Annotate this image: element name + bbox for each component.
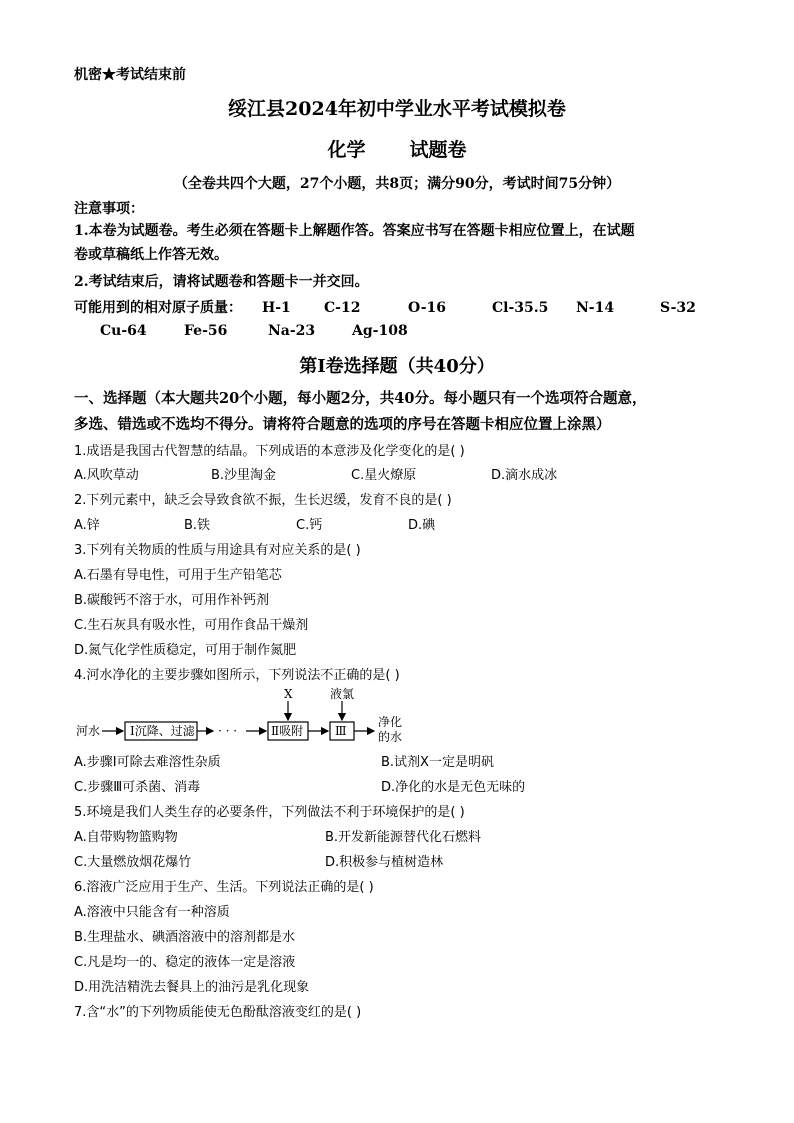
question-5-stem: 5.环境是我们人类生存的必要条件，下列做法不利于环境保护的是( )	[74, 805, 465, 820]
exam-title: 绥江县2024年初中学业水平考试模拟卷	[228, 98, 566, 120]
question-2-option-a: A.锌	[74, 518, 100, 533]
note-1-line-2: 卷或草稿纸上作答无效。	[74, 247, 228, 263]
diagram-dots: · · ·	[218, 724, 238, 738]
note-1-line-1: 1.本卷为试题卷。考生必须在答题卡上解题作答。答案应书写在答题卡相应位置上，在试题	[74, 223, 635, 239]
atomic-mass-item: C-12	[324, 300, 361, 316]
atomic-mass-item: Cl-35.5	[492, 300, 549, 316]
diagram-reagent-chlorine: 液氯	[330, 687, 355, 701]
atomic-mass-row-2	[100, 323, 408, 339]
question-4-option-d: D.净化的水是无色无味的	[381, 780, 526, 795]
note-2: 2.考试结束后，请将试题卷和答题卡一并交回。	[74, 274, 369, 290]
atomic-mass-item: Ag-108	[352, 323, 408, 339]
question-2-option-b: B.铁	[184, 518, 211, 533]
question-1-option-d: D.滴水成冰	[491, 468, 558, 483]
diagram-output-label-1: 净化	[378, 715, 403, 729]
atomic-mass-item: Na-23	[268, 323, 316, 339]
exam-info: （全卷共四个大题，27个小题，共8页；满分90分，考试时间75分钟）	[173, 176, 621, 192]
atomic-mass-item: Cu-64	[100, 323, 147, 339]
question-1-stem: 1.成语是我国古代智慧的结晶。下列成语的本意涉及化学变化的是( )	[74, 444, 465, 459]
question-7-stem: 7.含“水”的下列物质能使无色酚酞溶液变红的是( )	[74, 1005, 362, 1020]
water-purification-diagram	[74, 686, 414, 746]
atomic-mass-item: Fe-56	[184, 323, 228, 339]
atomic-mass-item: O-16	[408, 300, 447, 316]
diagram-output-label-2: 的水	[378, 730, 403, 744]
question-2-option-d: D.碘	[408, 518, 436, 533]
diagram-step-3-label: Ⅲ	[335, 724, 347, 738]
question-5-option-a: A.自带购物篮购物	[74, 830, 178, 845]
subject-label: 化学	[327, 139, 366, 161]
question-3-option-c: C.生石灰具有吸水性，可用作食品干燥剂	[74, 618, 309, 633]
confidential-label: 机密★考试结束前	[74, 67, 186, 83]
question-5-option-c: C.大量燃放烟花爆竹	[74, 855, 192, 870]
question-4-option-c: C.步骤Ⅲ可杀菌、消毒	[74, 780, 201, 795]
question-3-option-d: D.氮气化学性质稳定，可用于制作氮肥	[74, 643, 297, 658]
question-6-option-d: D.用洗洁精洗去餐具上的油污是乳化现象	[74, 980, 310, 995]
section-intro-line-2: 多选、错选或不选均不得分。请将符合题意的选项的序号在答题卡相应位置上涂黑）	[74, 416, 611, 433]
question-1-option-a: A.风吹草动	[74, 468, 139, 483]
atomic-mass-row-1	[74, 297, 696, 317]
question-5-option-d: D.积极参与植树造林	[325, 855, 444, 870]
atomic-mass-item: S-32	[660, 300, 696, 316]
question-6-option-a: A.溶液中只能含有一种溶质	[74, 905, 230, 920]
diagram-step-1-label: Ⅰ沉降、过滤	[130, 724, 195, 738]
exam-subtitle	[0, 135, 794, 162]
atomic-mass-item: H-1	[262, 300, 291, 316]
question-2-stem: 2.下列元素中，缺乏会导致食欲不振，生长迟缓，发育不良的是( )	[74, 493, 452, 508]
section-title: 第Ⅰ卷选择题（共40分）	[299, 356, 495, 377]
question-4-option-b: B.试剂X一定是明矾	[381, 755, 494, 770]
diagram-step-2-label: Ⅱ吸附	[271, 724, 304, 738]
paper-label: 试题卷	[409, 139, 467, 161]
question-6-option-c: C.凡是均一的、稳定的液体一定是溶液	[74, 955, 296, 970]
question-2-option-c: C.钙	[296, 518, 323, 533]
question-3-option-b: B.碳酸钙不溶于水，可用作补钙剂	[74, 593, 270, 608]
diagram-reagent-x: X	[284, 687, 293, 701]
question-4-stem: 4.河水净化的主要步骤如图所示，下列说法不正确的是( )	[74, 668, 400, 683]
atomic-mass-item: N-14	[576, 300, 615, 316]
section-intro-line-1: 一、选择题（本大题共20个小题，每小题2分，共40分。每小题只有一个选项符合题意，	[74, 390, 647, 407]
notes-heading: 注意事项：	[74, 201, 144, 217]
diagram-input-label: 河水	[76, 724, 101, 738]
question-6-option-b: B.生理盐水、碘酒溶液中的溶剂都是水	[74, 930, 296, 945]
question-6-stem: 6.溶液广泛应用于生产、生活。下列说法正确的是( )	[74, 880, 374, 895]
question-3-option-a: A.石墨有导电性，可用于生产铅笔芯	[74, 568, 282, 583]
question-3-stem: 3.下列有关物质的性质与用途具有对应关系的是( )	[74, 543, 361, 558]
question-5-option-b: B.开发新能源替代化石燃料	[325, 830, 482, 845]
question-1-option-b: B.沙里淘金	[211, 468, 277, 483]
question-1-option-c: C.星火燎原	[351, 468, 417, 483]
atomic-mass-label: 可能用到的相对原子质量：	[74, 300, 242, 316]
question-4-option-a: A.步骤Ⅰ可除去难溶性杂质	[74, 755, 221, 770]
